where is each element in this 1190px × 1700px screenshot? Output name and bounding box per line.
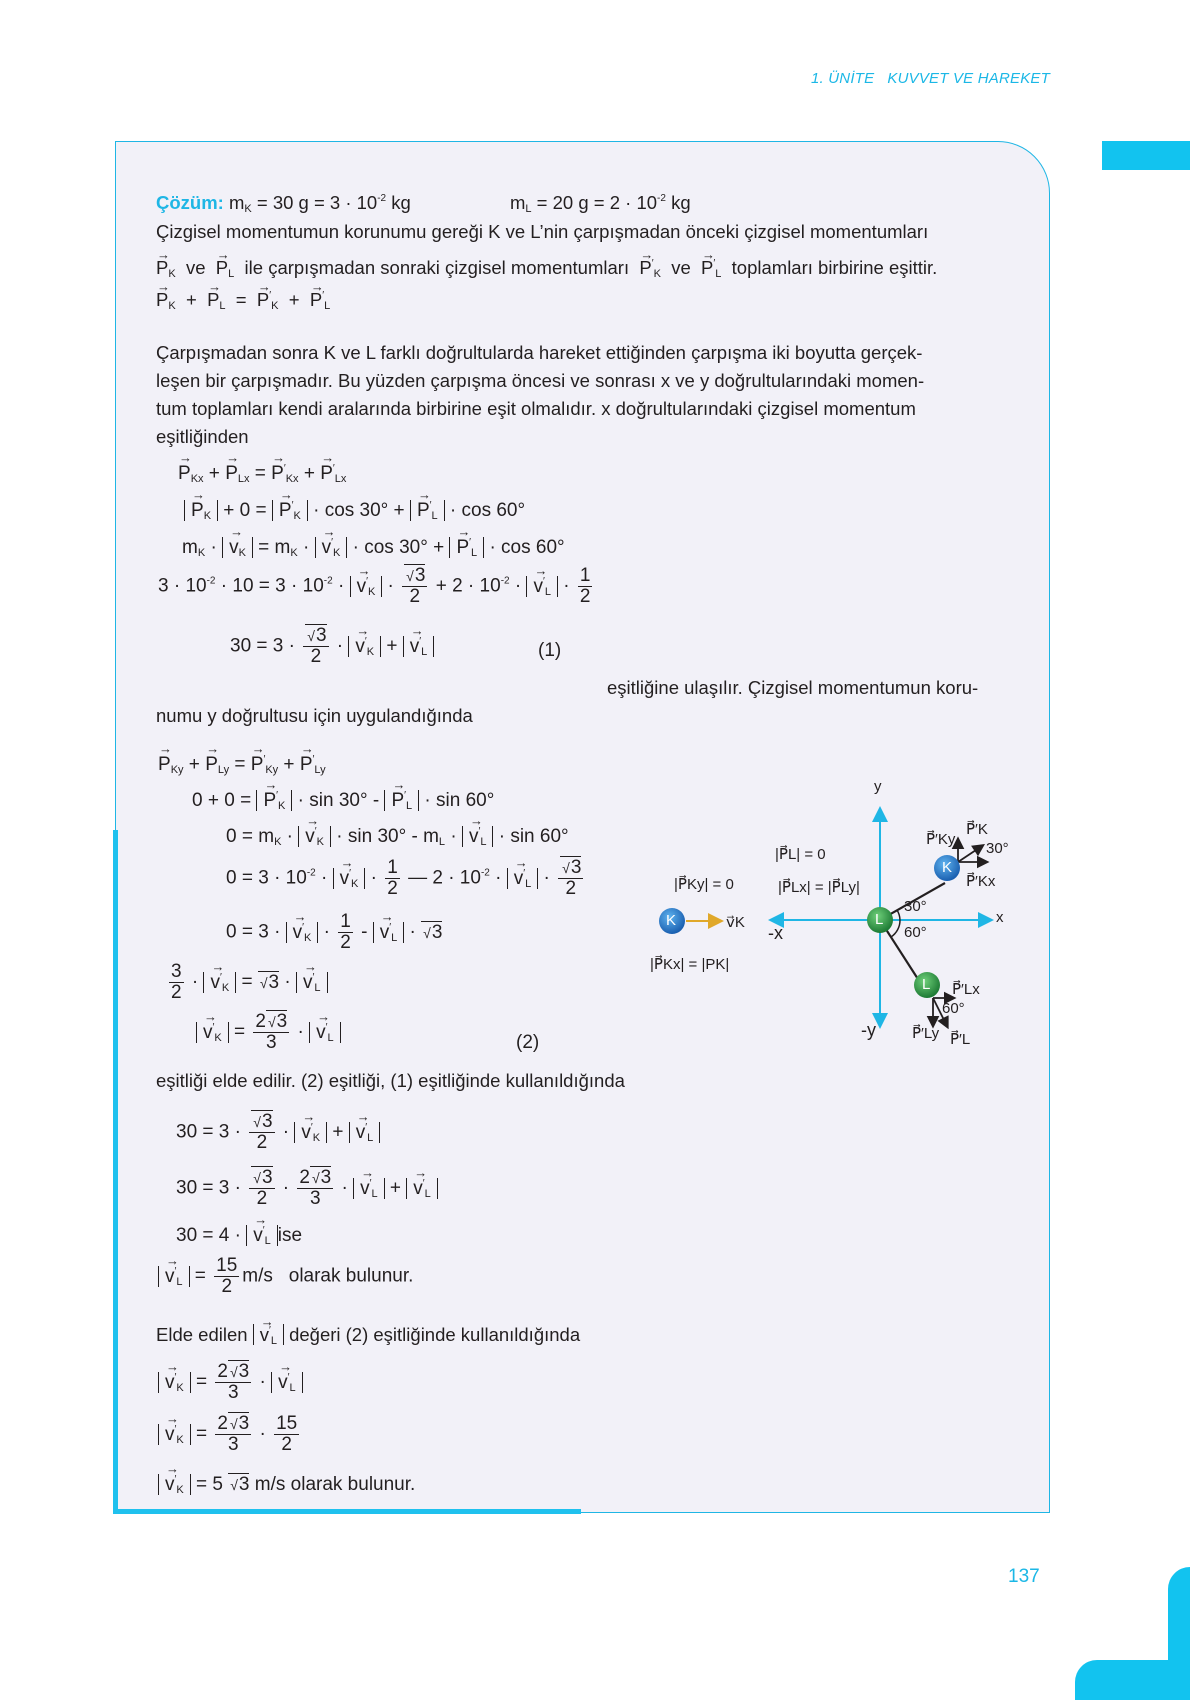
paragraph-2-line-3: tum toplamları kendi aralarında birbirine eşit olmalıdır. x doğrultularındaki çizgisel momentum (156, 398, 916, 419)
y-eq-2: 0 + 0 = → $P'_K \cdot \sin 30^\circ$ - → $P'_L \cdot \sin 60^\circ$ (192, 790, 494, 812)
page-number: 137 (1008, 1566, 1040, 1587)
mass-l: $m_L = 20$ $g = 2 \cdot 10^{-2}$ kg (510, 192, 691, 215)
axis-neg-y-label: -y (861, 1020, 876, 1040)
ball-l-after: L (922, 976, 931, 993)
pl-zero-label: |P⃗L| = 0 (775, 846, 826, 863)
y-eq-5: 0 = 3 · → $v'_K$ · $\frac{1}{2}$ - → $v'_L$ · √ 3 (226, 912, 442, 953)
paragraph-1-line-1: Çizgisel momentumun korunumu gereği K ve L’nin çarpışmadan önceki çizgisel momentumları (156, 221, 929, 242)
axis-neg-x-label: -x (768, 923, 783, 943)
x-eq-3: $m_K$ · → $v_K = m_K$ · → $v'_K \cdot \cos 30^\circ$ + → $P'_L \cdot \cos 60^\circ$ (182, 537, 565, 559)
x-eq-2: → $P_K + 0$ = → $P'_K \cdot \cos 30^\circ$ + → $P'_L \cdot \cos 60^\circ$ (184, 500, 525, 522)
ball-l-center: L (875, 911, 884, 928)
y-eq-7: → $v'_K$ = $\frac{2 √ 3}{3}$ · → $v'_L$ (196, 1012, 341, 1053)
y-eq-1: → $P_{Ky}$ + → $P_{Ly}$ = → $P'_{Ky}$ + → $P'_{Ly}$ (158, 754, 326, 776)
velocity-k-label: v⃗K (726, 914, 745, 931)
angle-30-label: 30° (904, 898, 927, 915)
collision-diagram-graphic (640, 780, 1020, 1060)
pky-prime-label: P⃗′Ky (926, 831, 956, 848)
pk-prime-label: P⃗′K (966, 821, 988, 838)
equation-tag-2: (2) (516, 1032, 540, 1053)
paragraph-3-line-1: eşitliğine ulaşılır. Çizgisel momentumun koru- (607, 677, 979, 698)
sub-eq-4: → $v'_L$ = $\frac{15}{2}$ m/s olarak bulunur. (158, 1256, 413, 1297)
axis-y-label: y (874, 778, 882, 795)
unit-title: KUVVET VE HAREKET (887, 70, 1050, 87)
angle-k-after: 30° (986, 840, 1009, 857)
paragraph-2-line-1: Çarpışmadan sonra K ve L farklı doğrultularda hareket ettiğinden çarpışma iki boyutta gerçek- (156, 342, 923, 363)
ball-k-before: K (666, 912, 677, 929)
angle-60-label: 60° (904, 924, 927, 941)
box-accent-bottom (113, 1509, 581, 1514)
axis-x-label: x (996, 909, 1004, 926)
final-eq-1: → $v'_K$ = $\frac{2 √ 3}{3}$ · → $v'_L$ (158, 1362, 303, 1403)
final-eq-3: → $v'_K = 5$ √ 3 m/s olarak bulunur. (158, 1474, 415, 1496)
x-eq-1: → $P_{Kx}$ + → $P_{Lx}$ = → $P'_{Kx}$ + → $P'_{Lx}$ (178, 463, 346, 485)
unit-label: 1. ÜNİTE (811, 70, 875, 87)
paragraph-4: eşitliği elde edilir. (2) eşitliği, (1) eşitliğinde kullanıldığında (156, 1070, 625, 1091)
sub-eq-1: 30 = 3 · √ $\frac{3}{2}$ · → $v'_K$ + → $v'_L$ (176, 1112, 380, 1153)
pl-prime-label: P⃗′L (950, 1031, 971, 1048)
x-eq-4: $3 \cdot 10^{-2} \cdot 10 = 3 \cdot 10^{-2}$ · → $v'_K$ · √ $\frac{3}{2}$ + $2 \cdot 10^{-2}$ · → $v'_L$ · $\frac{1}{2}$ (158, 566, 595, 607)
side-tab-marker (1102, 141, 1190, 170)
ply-prime-label: P⃗′Ly (912, 1025, 940, 1042)
pkx-equals-pk-label: |P⃗Kx| = |PK| (650, 956, 730, 973)
sub-eq-2: 30 = 3 · √ $\frac{3}{2}$ · $\frac{2 √ 3}{3}$ · → $v'_L$ + → $v'_L$ (176, 1168, 438, 1209)
x-eq-5: 30 = 3 · √ $\frac{3}{2}$ · → $v'_K$ + → $v'_L$ (230, 626, 434, 667)
ball-k-after: K (942, 859, 953, 876)
pkx-prime-label: P⃗′Kx (966, 873, 996, 890)
chapter-header (811, 70, 1050, 87)
solution-masses (156, 188, 411, 220)
y-eq-3: $0 = m_K$ · → $v'_K \cdot \sin 30^\circ - m_L$ · → $v'_L \cdot \sin 60^\circ$ (226, 826, 569, 848)
equation-tag-1: (1) (538, 640, 562, 661)
solution-label: Çözüm: (156, 192, 224, 213)
box-accent-left (113, 830, 118, 1514)
y-eq-4: $0 = 3 \cdot 10^{-2}$ · → $v'_K$ · $\frac{1}{2}$ — $2 \cdot 10^{-2}$ · → $v'_L$ · √ $\frac{3}{2}$ (226, 858, 586, 899)
paragraph-2-line-2: leşen bir çarpışmadır. Bu yüzden çarpışma öncesi ve sonrası x ve y doğrultularındaki momen- (156, 370, 925, 391)
paragraph-3-line-2: numu y doğrultusu için uygulandığında (156, 705, 473, 726)
angle-l-after: 60° (942, 1000, 965, 1017)
paragraph-2-line-4: eşitliğinden (156, 426, 249, 447)
plx-prime-label: P⃗′Lx (952, 981, 980, 998)
equation-momentum-conservation: → $P_K$ + → $P_L$ = → $P'_K$ + → $P'_L$ (156, 285, 330, 317)
paragraph-1-line-2: → $P_K$ ve → $P_L$ ile çarpışmadan sonraki çizgisel momentumları → $P'_K$ ve → $P'_L$ toplamları birbirine eşittir. (156, 253, 937, 285)
corner-decoration-horizontal (1075, 1660, 1190, 1700)
mass-k: $m_K = 30$ $g = 3 \cdot 10^{-2}$ kg (228, 192, 411, 215)
y-eq-6: $\frac{3}{2}$ · → $v'_K$ = √ 3 · → $v'_L$ (166, 962, 328, 1003)
collision-diagram (640, 780, 1020, 1060)
paragraph-5: Elde edilen → $v'_L$ değeri (2) eşitliğinde kullanıldığında (156, 1320, 580, 1352)
pky-zero-label: |P⃗Ky| = 0 (674, 876, 734, 893)
final-eq-2: → $v'_K$ = $\frac{2 √ 3}{3}$ · $\frac{15}{2}$ (158, 1414, 302, 1455)
sub-eq-3: 30 = 4 · → $v'_L$ ise (176, 1225, 302, 1247)
plx-equals-ply-label: |P⃗Lx| = |P⃗Ly| (778, 879, 860, 896)
